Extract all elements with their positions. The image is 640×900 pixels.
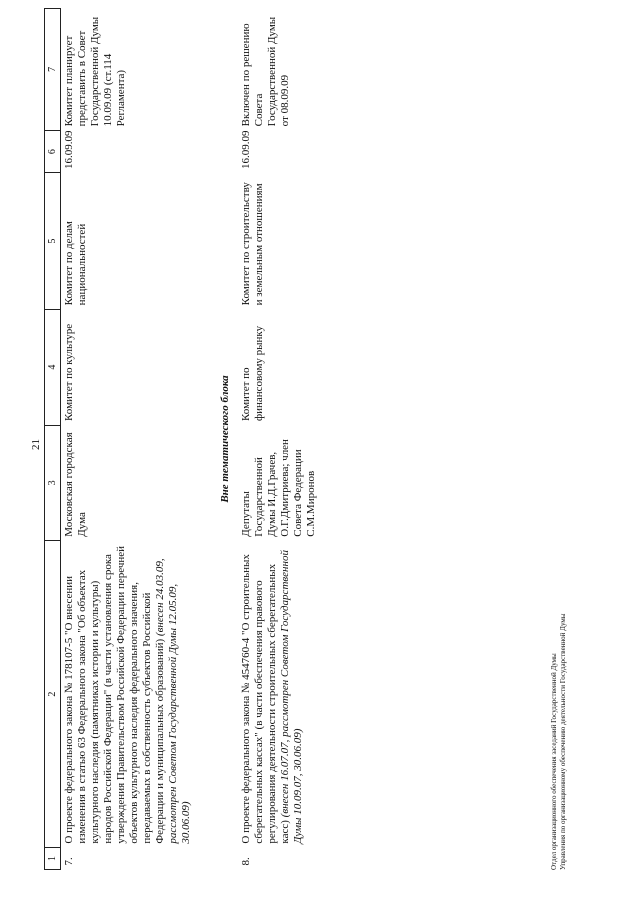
column-header: 3 xyxy=(45,425,61,541)
date-cell: 16.09.09 xyxy=(240,130,252,169)
date-cell: 16.09.09 xyxy=(63,130,75,169)
committee-cell: Комитет по культуре xyxy=(63,323,75,422)
co-committee-cell: Комитет по делам национальностей xyxy=(63,221,88,306)
committee-cell: Комитет по финансовому рынку xyxy=(240,325,265,422)
bill-note: (внесен 16.07.07, рассмотрен Советом Государственной Думы 10.09.07, 30.06.09) xyxy=(279,550,304,844)
initiator-cell: Депутаты Государственной Думы И.Д.Грачев, О.Г.Дмитриева; член Совета Федерации С.М.Миронов xyxy=(240,439,317,537)
co-committee-cell: Комитет по строительству и земельным отношениям xyxy=(240,182,265,306)
bill-title: О проекте федерального закона № 178107-5 "О внесении изменения в статью 63 Федерального закона "Об объектах культурного наследия (памятниках истории и культуры) народов Российской Федерации" (в части установления срока утверждения Правительством Российской Федерации перечней объектов культурного наследия федерального значения, передаваемых в собственность субъектов Российской Федерации и муниципальных образований) xyxy=(63,545,166,844)
page-footer xyxy=(550,614,568,870)
footer-line: Отдел организационного обеспечения заседаний Государственной Думы xyxy=(550,653,558,870)
column-header: 6 xyxy=(45,130,61,173)
bill-cell xyxy=(61,541,196,848)
initiator-cell: Московская городская Дума xyxy=(63,432,88,537)
bill-title: О проекте федерального закона № 454760-4 "О строительных сберегательных кассах" (в части обеспечения правового регулирования деятельности строительных сберегательных касс) xyxy=(240,554,291,844)
row-number: 8. xyxy=(240,857,252,866)
column-header: 4 xyxy=(45,309,61,425)
bill-note: (внесен 24.03.09, рассмотрен Советом Государственной Думы 12.05.09, 30.06.09) xyxy=(154,558,192,844)
status-cell: Комитет планирует представить в Совет Государственной Думы 10.09.09 (ст.114 Регламента) xyxy=(63,16,127,127)
column-header-row xyxy=(45,9,61,870)
row-number: 7. xyxy=(63,857,75,866)
page-number: 21 xyxy=(30,439,42,450)
bills-table xyxy=(44,8,320,870)
block-heading: Вне тематического блока xyxy=(219,375,231,503)
column-header: 7 xyxy=(45,9,61,131)
footer-line: Управления по организационному обеспечению деятельности Государственной Думы xyxy=(559,613,567,870)
table-row xyxy=(61,9,196,870)
status-cell: Включен по решению Совета Государственной Думы от 08.09.09 xyxy=(240,16,291,127)
column-header: 2 xyxy=(45,541,61,848)
document-page xyxy=(30,10,600,870)
bill-cell xyxy=(238,541,320,848)
column-header: 1 xyxy=(45,848,61,870)
column-header: 5 xyxy=(45,173,61,309)
table-row xyxy=(238,9,320,870)
